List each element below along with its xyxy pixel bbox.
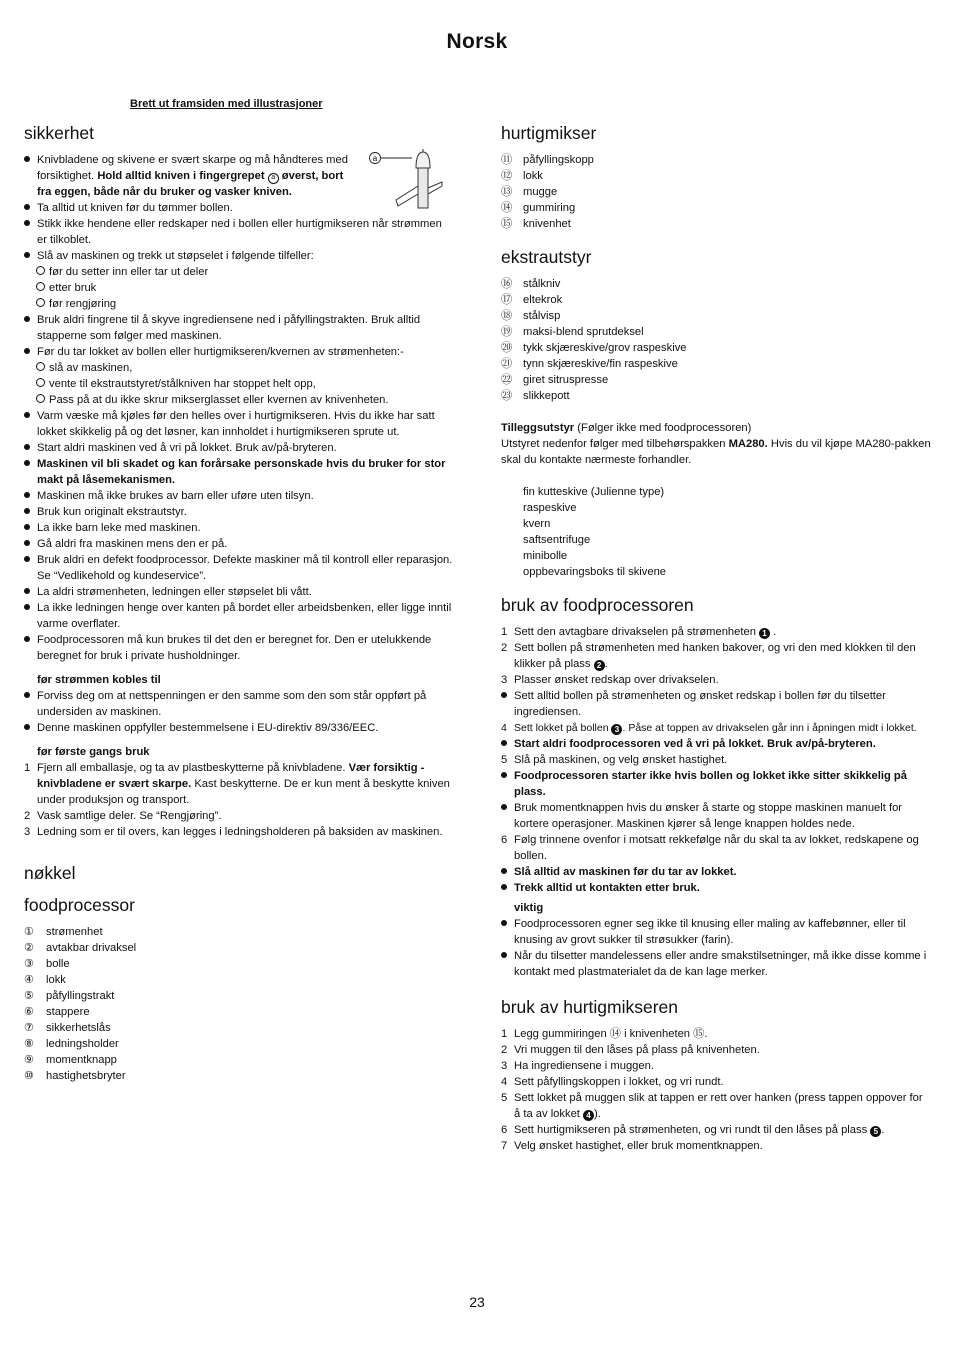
key-number: ⑳ (501, 342, 513, 354)
bullet-icon (24, 492, 30, 498)
fp-bold-bullet: Slå alltid av maskinen før du tar av lokket. (501, 864, 931, 880)
key-label: knivenhet (523, 218, 571, 230)
key-number: ㉓ (501, 390, 513, 402)
key-item (24, 988, 454, 1004)
list-item: Før du tar lokket av bollen eller hurtigmikseren/kvernen av strømenheten:- (24, 344, 454, 360)
fp-step: 2 Sett bollen på strømenheten med hanken bakover, og vri den med klokken til den klikker på plass 2 . (501, 642, 916, 670)
bullet-icon (24, 540, 30, 546)
hm-step: 7 Velg ønsket hastighet, eller bruk momentknappen. (501, 1140, 763, 1152)
bullet-icon (24, 692, 30, 698)
fig-ref-icon: 5 (870, 1126, 881, 1137)
safety-item (24, 152, 357, 200)
heading-ekstrautstyr: ekstrautstyr (501, 247, 592, 267)
first-use-step: 2 Vask samtlige deler. Se “Rengjøring”. (24, 810, 222, 822)
key-item (24, 972, 454, 988)
fp-bullet: Sett alltid bollen på strømenheten og ønsket redskap i bollen før du tilsetter ingrediensen. (501, 688, 931, 720)
hm-step: 4 Sett påfyllingskoppen i lokket, og vri rundt. (501, 1076, 724, 1088)
key-number: ① (24, 926, 35, 938)
bullet-icon (24, 252, 30, 258)
key-item (501, 324, 931, 340)
key-label: giret sitruspresse (523, 374, 609, 386)
fig-ref-icon: 2 (594, 660, 605, 671)
safety-bold-item: Maskinen vil bli skadet og kan forårsake personskade hvis du bruker for stor makt på låsemekanismen. (24, 456, 454, 488)
hm-step: 3 Ha ingrediensene i muggen. (501, 1060, 654, 1072)
bullet-icon (24, 604, 30, 610)
extra-item: oppbevaringsboks til skivene (523, 566, 667, 578)
fp-bold-bullet: Start aldri foodprocessoren ved å vri på lokket. Bruk av/på-bryteren. (501, 736, 931, 752)
key-number: ⑯ (501, 278, 513, 290)
key-number: ⑱ (501, 310, 513, 322)
sub-list-item: Pass på at du ikke skrur mikserglasset eller kvernen av knivenheten. (24, 392, 454, 408)
ref-a-icon: a (268, 173, 279, 184)
heading-bruk-hm: bruk av hurtigmikseren (501, 997, 679, 1017)
fold-note: Brett ut framsiden med illustrasjoner (130, 98, 323, 110)
circle-bullet-icon (36, 298, 45, 307)
fp-bold-bullet: Foodprocessoren starter ikke hvis bollen og lokket ikke sitter skikkelig på plass. (501, 768, 931, 800)
hm-step: 2 Vri muggen til den låses på plass på knivenheten. (501, 1044, 760, 1056)
fp-step: 1 Sett den avtagbare drivakselen på strømenheten 1 . (501, 626, 777, 638)
fp-bullet: Bruk momentknappen hvis du ønsker å starte og stoppe maskinen manuelt for kortere operasjoner. Maskinen kjører så lenge knappen holdes nede. (501, 800, 931, 832)
key-label: lokk (46, 974, 66, 986)
key-label: stappere (46, 1006, 90, 1018)
bullet-icon (24, 724, 30, 730)
key-item (501, 388, 931, 404)
extra-item: fin kutteskive (Julienne type) (523, 486, 665, 498)
bullet-icon (501, 772, 507, 778)
list-item: Denne maskinen oppfyller bestemmelsene i EU-direktiv 89/336/EEC. (24, 720, 454, 736)
circle-bullet-icon (36, 378, 45, 387)
bullet-icon (24, 508, 30, 514)
key-label: avtakbar drivaksel (46, 942, 137, 954)
extra-item: minibolle (523, 550, 568, 562)
key-number: ⑬ (501, 186, 513, 198)
key-item (24, 1036, 454, 1052)
key-number: ⑩ (24, 1070, 35, 1082)
key-number: ④ (24, 974, 35, 986)
circle-bullet-icon (36, 362, 45, 371)
circle-bullet-icon (36, 266, 45, 275)
list-item: Forviss deg om at nettspenningen er den samme som den som står oppført på undersiden av maskinen. (24, 688, 454, 720)
key-number: ㉒ (501, 374, 513, 386)
heading-foodprocessor: foodprocessor (24, 895, 135, 915)
list-item: Gå aldri fra maskinen mens den er på. (24, 536, 454, 552)
circle-bullet-icon (36, 394, 45, 403)
key-item (24, 1020, 454, 1036)
bullet-icon (24, 460, 30, 466)
key-number: ⑧ (24, 1038, 35, 1050)
key-number: ⑰ (501, 294, 513, 306)
key-label: tykk skjæreskive/grov raspeskive (523, 342, 687, 354)
subheading-viktig: viktig (514, 902, 544, 914)
key-item (24, 1004, 454, 1020)
sub-list-item: vente til ekstrautstyret/stålkniven har stoppet helt opp, (24, 376, 454, 392)
bullet-icon (501, 952, 507, 958)
key-number: ⑨ (24, 1054, 35, 1066)
key-item (24, 956, 454, 972)
key-item (501, 308, 931, 324)
page-title: Norsk (446, 30, 508, 53)
key-label: stålkniv (523, 278, 561, 290)
key-item (24, 1052, 454, 1068)
bullet-icon (24, 636, 30, 642)
key-label: tynn skjæreskive/fin raspeskive (523, 358, 678, 370)
fp-bullet: Foodprocessoren egner seg ikke til knusing eller maling av kaffebønner, eller til knusing av grovt sukker til strøsukker (farin). (501, 916, 931, 948)
bullet-icon (24, 220, 30, 226)
key-item (24, 1068, 454, 1084)
right-column (501, 118, 931, 1154)
bullet-icon (24, 444, 30, 450)
list-item: Maskinen må ikke brukes av barn eller uføre uten tilsyn. (24, 488, 454, 504)
fp-step: 3 Plasser ønsket redskap over drivakselen. (501, 674, 719, 686)
key-label: strømenhet (46, 926, 103, 938)
key-number: ㉑ (501, 358, 513, 370)
bullet-icon (501, 868, 507, 874)
list-item: La aldri strømenheten, ledningen eller støpselet bli vått. (24, 584, 454, 600)
circle-bullet-icon (36, 282, 45, 291)
key-number: ② (24, 942, 35, 954)
tilleggsutstyr-title: Tilleggsutstyr (Følger ikke med foodprocessoren) (501, 422, 752, 434)
hm-step: 5 Sett lokket på muggen slik at tappen er rett over hanken (press tappen oppover for å ta av lokket 4 ). (501, 1092, 923, 1120)
fig-ref-icon: 3 (611, 724, 622, 735)
bullet-icon (501, 740, 507, 746)
first-use-step: 1 Fjern all emballasje, og ta av plastbeskytterne på knivbladene. Vær forsiktig - knivbladene er svært skarpe. Kast beskytterne. De er kun ment å beskytte kniven under produksjon og transport. (24, 762, 450, 806)
key-item (24, 924, 454, 940)
key-label: maksi-blend sprutdeksel (523, 326, 644, 338)
illustration-label: a (372, 154, 378, 163)
key-item (501, 292, 931, 308)
bullet-icon (501, 920, 507, 926)
key-label: påfyllingstrakt (46, 990, 115, 1002)
key-item (501, 356, 931, 372)
key-number: ⑪ (501, 154, 513, 166)
bullet-icon (24, 556, 30, 562)
list-item: Bruk aldri fingrene til å skyve ingrediensene ned i påfyllingstrakten. Bruk alltid stapperne som følger med maskinen. (24, 312, 454, 344)
bullet-icon (24, 524, 30, 530)
key-item (501, 276, 931, 292)
hm-step: 6 Sett hurtigmikseren på strømenheten, og vri rundt til den låses på plass 5 . (501, 1124, 885, 1136)
hm-step: 1 Legg gummiringen ⑭ i knivenheten ⑮. (501, 1028, 708, 1040)
extra-item: raspeskive (523, 502, 577, 514)
list-item: Start aldri maskinen ved å vri på lokket. Bruk av/på-bryteren. (24, 440, 454, 456)
key-label: eltekrok (523, 294, 563, 306)
list-item: Ta alltid ut kniven før du tømmer bollen. (24, 200, 454, 216)
bullet-icon (24, 156, 30, 162)
subheading-power: før strømmen kobles til (37, 674, 161, 686)
sub-list-item: etter bruk (24, 280, 454, 296)
list-item: La ikke barn leke med maskinen. (24, 520, 454, 536)
fig-ref-icon: 1 (759, 628, 770, 639)
sub-list-item: før rengjøring (24, 296, 454, 312)
fp-step: 4 Sett lokket på bollen 3 . Påse at toppen av drivakselen går inn i åpningen midt i lokket. (501, 722, 917, 734)
list-item: Foodprocessoren må kun brukes til det den er beregnet for. Den er utelukkende beregnet for bruk i private husholdninger. (24, 632, 454, 664)
key-number: ⑭ (501, 202, 513, 214)
heading-hurtigmikser: hurtigmikser (501, 123, 597, 143)
list-item: Bruk aldri en defekt foodprocessor. Defekte maskiner må til kontroll eller reparasjon. Se “Vedlikehold og kundeservice”. (24, 552, 454, 584)
sub-list-item: før du setter inn eller tar ut deler (24, 264, 454, 280)
bullet-icon (24, 316, 30, 322)
key-number: ⑦ (24, 1022, 35, 1034)
key-number: ⑲ (501, 326, 513, 338)
key-item (501, 340, 931, 356)
safety-text: Knivbladene og skivene er svært skarpe og må håndteres med forsiktighet. (37, 154, 348, 182)
key-item (501, 168, 931, 184)
tilleggsutstyr-text: Utstyret nedenfor følger med tilbehørspakken MA280. Hvis du vil kjøpe MA280-pakken skal du kontakte nærmeste forhandler. (501, 438, 931, 466)
key-number: ⑫ (501, 170, 513, 182)
list-item: La ikke ledningen henge over kanten på bordet eller arbeidsbenken, eller ligge inntil varme overflater. (24, 600, 454, 632)
key-label: slikkepott (523, 390, 570, 402)
list-item: Varm væske må kjøles før den helles over i hurtigmikseren. Hvis du ikke har satt lokket skikkelig på og det løsner, kan innholdet i hurtigmikseren sprute ut. (24, 408, 454, 440)
key-item (501, 152, 931, 168)
subheading-first-use: før første gangs bruk (37, 746, 150, 758)
key-label: lokk (523, 170, 543, 182)
key-label: sikkerhetslås (46, 1022, 111, 1034)
heading-sikkerhet: sikkerhet (24, 123, 95, 143)
left-column (24, 118, 454, 1084)
key-label: påfyllingskopp (523, 154, 594, 166)
bullet-icon (501, 884, 507, 890)
fig-ref-icon: 4 (583, 1110, 594, 1121)
key-number: ⑤ (24, 990, 35, 1002)
extra-item: saftsentrifuge (523, 534, 591, 546)
list-item: Bruk kun originalt ekstrautstyr. (24, 504, 454, 520)
fp-bold-bullet: Trekk alltid ut kontakten etter bruk. (501, 880, 931, 896)
key-number: ⑮ (501, 218, 513, 230)
bullet-icon (501, 804, 507, 810)
key-number: ⑥ (24, 1006, 35, 1018)
key-number: ③ (24, 958, 35, 970)
bullet-icon (24, 204, 30, 210)
extra-item: kvern (523, 518, 551, 530)
key-item (24, 940, 454, 956)
bullet-icon (24, 348, 30, 354)
heading-nokkel: nøkkel (24, 863, 76, 883)
bullet-icon (24, 412, 30, 418)
bullet-icon (501, 692, 507, 698)
sub-list-item: slå av maskinen, (24, 360, 454, 376)
key-label: stålvisp (523, 310, 561, 322)
safety-bold: øverst, bort fra eggen, både når du bruker og vasker kniven. (37, 170, 344, 198)
key-label: bolle (46, 958, 70, 970)
fp-step: 5 Slå på maskinen, og velg ønsket hastighet. (501, 754, 728, 766)
bullet-icon (24, 588, 30, 594)
first-use-step: 3 Ledning som er til overs, kan legges i ledningsholderen på baksiden av maskinen. (24, 826, 443, 838)
key-label: mugge (523, 186, 558, 198)
list-item: Stikk ikke hendene eller redskaper ned i bollen eller hurtigmikseren når strømmen er tilkoblet. (24, 216, 454, 248)
fp-step: 6 Følg trinnene ovenfor i motsatt rekkefølge når du skal ta av lokket, redskapene og bollen. (501, 834, 919, 862)
key-label: ledningsholder (46, 1038, 119, 1050)
key-label: gummiring (523, 202, 576, 214)
key-label: hastighetsbryter (46, 1070, 126, 1082)
safety-bold: Hold alltid kniven i fingergrepet (97, 170, 268, 182)
fp-bullet: Når du tilsetter mandelessens eller andre smakstilsetninger, må ikke disse komme i kontakt med plastmaterialet da de kan lage merker. (501, 948, 931, 980)
list-item: Slå av maskinen og trekk ut støpselet i følgende tilfeller: (24, 248, 454, 264)
page-number: 23 (469, 1294, 485, 1310)
heading-bruk-fp: bruk av foodprocessoren (501, 595, 694, 615)
key-item (501, 216, 931, 232)
key-label: momentknapp (46, 1054, 117, 1066)
key-item (501, 372, 931, 388)
key-item (501, 200, 931, 216)
key-item (501, 184, 931, 200)
